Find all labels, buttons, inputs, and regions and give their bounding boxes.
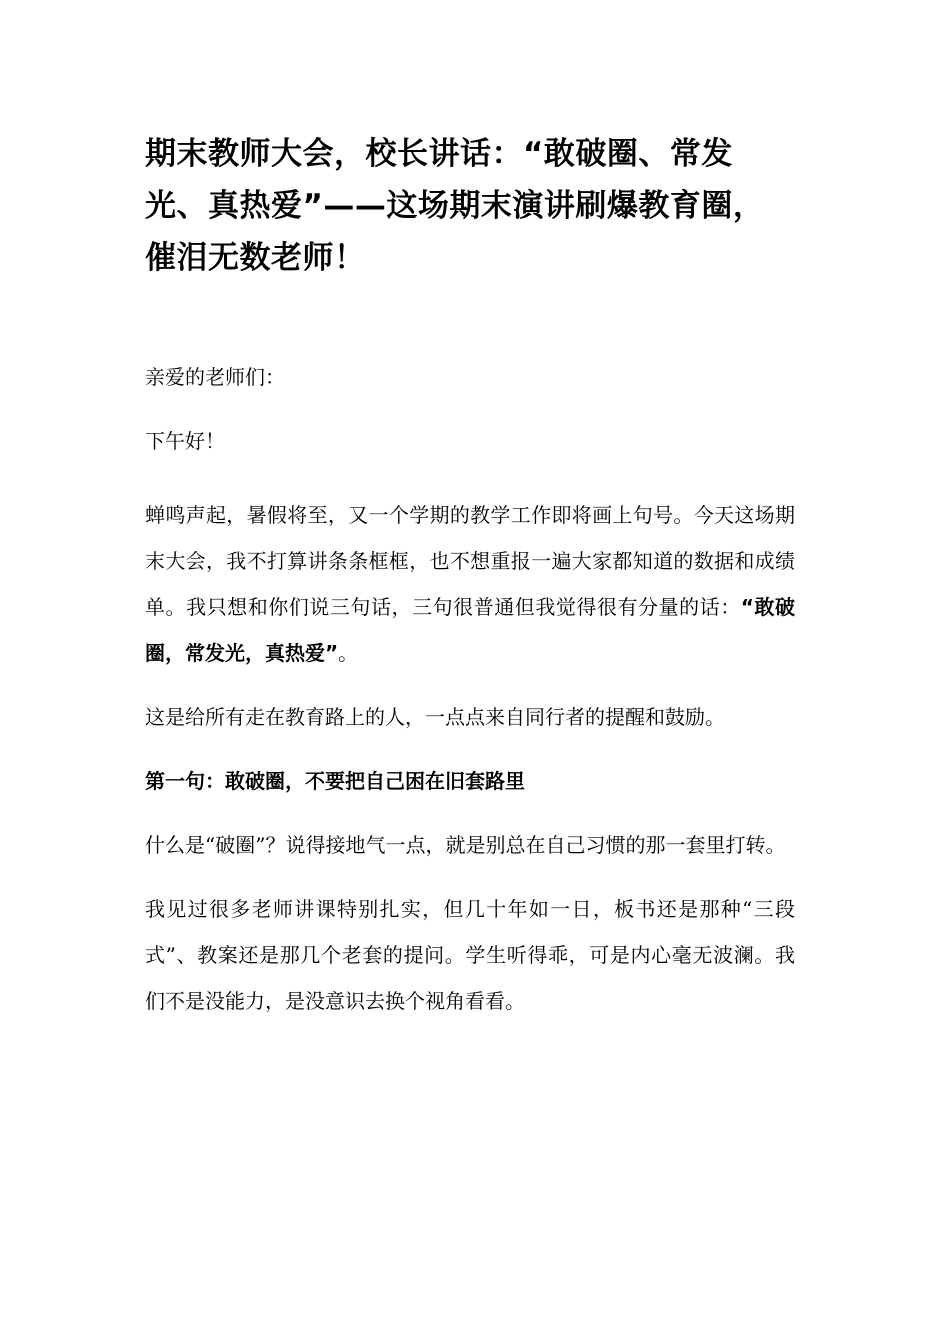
- paragraph-break-circle: 什么是“破圈”？说得接地气一点，就是别总在自己习惯的那一套里打转。: [145, 833, 786, 857]
- paragraph-encouragement: 这是给所有走在教育路上的人，一点点来自同行者的提醒和鼓励。: [145, 705, 725, 729]
- greeting: 下午好！: [145, 429, 225, 453]
- section-heading-first: 第一句：敢破圈，不要把自己困在旧套路里: [145, 769, 525, 793]
- document-page: [145, 128, 795, 1042]
- paragraph-intro: [145, 492, 795, 676]
- paragraph-teachers-example: 我见过很多老师讲课特别扎实，但几十年如一日，板书还是那种“三段式”、教案还是那几个老套的提问。学生听得乖，可是内心毫无波澜。我们不是没能力，是没意识去换个视角看看。: [145, 897, 795, 1013]
- document-body: [145, 354, 795, 1024]
- document-title: 期末教师大会，校长讲话：“敢破圈、常发光、真热爱”——这场期末演讲刷爆教育圈，催泪无数老师！: [145, 136, 765, 276]
- salutation: 亲爱的老师们：: [145, 365, 285, 389]
- paragraph-intro-text: 蝉鸣声起，暑假将至，又一个学期的教学工作即将画上句号。今天这场期末大会，我不打算讲条条框框，也不想重报一遍大家都知道的数据和成绩单。我只想和你们说三句话，三句很普通但我觉得很有分量的话：: [145, 503, 795, 619]
- paragraph-intro-end: 。: [338, 641, 359, 665]
- three-phrases-bold: “敢破圈，常发光，真热爱”: [145, 595, 795, 665]
